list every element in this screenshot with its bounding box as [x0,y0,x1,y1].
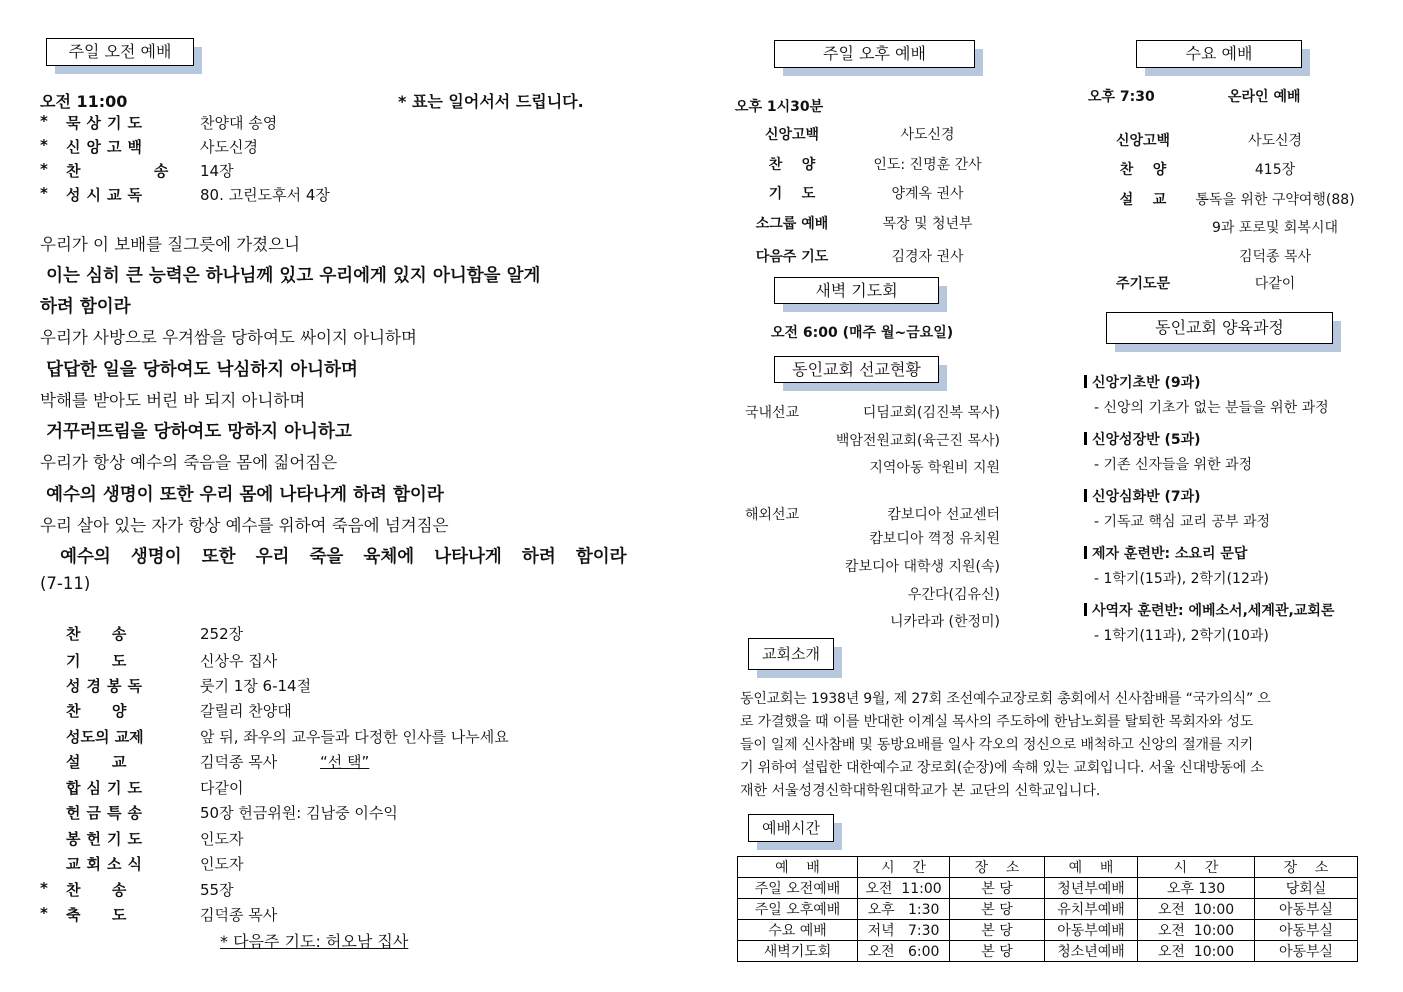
wednesday-value: 다같이 [1254,276,1296,292]
wednesday-mode: 온라인 예배 [1228,89,1301,105]
order-value: 사도신경 [200,138,258,156]
order-label: 찬 송 [66,881,127,899]
schedule-cell: 오전 6:00 [858,941,950,962]
schedule-cell: 당회실 [1255,878,1358,899]
schedule-cell: 청소년예배 [1045,941,1138,962]
sermon-title: “선 택” [320,753,370,771]
schedule-row [738,941,1358,962]
order-label: 축 도 [66,906,127,924]
schedule-cell: 본 당 [950,899,1045,920]
order-label: 신앙고백 [66,138,148,156]
wednesday-value: 415장 [1254,162,1296,178]
order-value: 앞 뒤, 좌우의 교우들과 다정한 인사를 나누세요 [200,728,509,746]
afternoon-value: 인도: 진명훈 간사 [873,157,982,173]
afternoon-value: 김경자 권사 [891,249,964,265]
course-bullet-mark [1084,375,1087,388]
schedule-cell: 본 당 [950,920,1045,941]
schedule-header-row [738,857,1358,878]
dawn-title: 새벽 기도회 [774,277,939,304]
schedule-cell: 아동부실 [1255,899,1358,920]
schedule-cell: 오전 10:00 [1138,941,1255,962]
schedule-cell: 주일 오전예배 [738,878,858,899]
order-value: 김덕종 목사 [200,753,278,771]
order-label: 설 교 [66,753,127,771]
course-name [1084,600,1334,620]
wednesday-time: 오후 7:30 [1088,89,1155,105]
course-bullet-mark [1084,489,1087,502]
wednesday-label: 신앙고백 [1115,133,1171,149]
dawn-time: 오전 6:00 (매주 월~금요일) [771,325,954,341]
afternoon-value: 사도신경 [900,127,955,143]
schedule-cell: 오전 10:00 [1138,899,1255,920]
order-value: 신상우 집사 [200,652,278,670]
afternoon-value: 양계옥 권사 [891,186,964,202]
course-name-text: 제자 훈련반: 소요리 문답 [1092,546,1248,562]
schedule-cell: 오후 1:30 [858,899,950,920]
course-name-text: 사역자 훈련반: 에베소서,세계관,교회론 [1092,603,1335,619]
scripture-line: 예수의 생명이 또한 우리 몸에 나타나게 하려 함이라 [40,485,444,505]
afternoon-label: 기 도 [768,186,816,202]
mission-title: 동인교회 선교현황 [774,356,939,383]
course-name [1084,543,1247,563]
schedule-cell: 아동부실 [1255,920,1358,941]
overseas-mission-item: 우간다(김유신) [907,587,1000,603]
order-value: 80. 고린도후서 4장 [200,186,330,204]
order-star: * [40,112,48,130]
scripture-line: 하려 함이라 [40,297,131,317]
scripture-line: (7-11) [40,574,91,593]
order-label: 기 도 [66,652,127,670]
intro-title: 교회소개 [748,638,834,670]
domestic-mission-label: 국내선교 [745,405,800,421]
wednesday-label: 설 교 [1119,192,1167,208]
order-label: 헌금특송 [66,804,148,822]
schedule-cell: 아동부예배 [1045,920,1138,941]
order-label: 성도의 교제 [66,728,144,746]
intro-line: 기 위하여 설립한 대한예수교 장로회(순장)에 속해 있는 교회입니다. 서울 신대방동에 소 [740,760,1264,776]
scripture-line: 박해를 받아도 버린 바 되지 아니하며 [40,391,306,410]
schedule-cell: 유치부예배 [1045,899,1138,920]
order-star: * [40,904,48,922]
order-value: 김덕종 목사 [200,906,278,924]
scripture-line: 이는 심히 큰 능력은 하나님께 있고 우리에게 있지 아니함을 알게 [40,266,541,286]
order-value: 인도자 [200,830,244,848]
afternoon-title: 주일 오후 예배 [774,40,975,68]
schedule-header-cell: 시 간 [858,857,950,878]
scripture-line: 우리가 이 보배를 질그릇에 가졌으니 [40,235,301,254]
schedule-header-cell: 예 배 [1045,857,1138,878]
overseas-mission-label: 해외선교 [745,507,800,523]
order-label: 성시교독 [66,186,148,204]
order-value: 14장 [200,162,234,180]
order-star: * [40,136,48,154]
overseas-mission-item: 니카라과 (한정미) [889,614,1000,630]
domestic-mission-item: 지역아동 학원비 지원 [869,460,1000,476]
order-label: 봉헌기도 [66,830,148,848]
standing-note: * 표는 일어서서 드립니다. [398,92,584,111]
course-desc: - 기존 신자들을 위한 과정 [1094,457,1253,473]
order-label: 찬 양 [66,702,127,720]
afternoon-label: 신앙고백 [764,127,820,143]
intro-line: 재한 서울성경신학대학원대학교가 본 교단의 신학교입니다. [740,783,1101,799]
course-bullet-mark [1084,432,1087,445]
order-star: * [40,160,48,178]
order-label: 성경봉독 [66,677,148,695]
wednesday-label: 주기도문 [1115,276,1171,292]
schedule-row [738,920,1358,941]
afternoon-value: 목장 및 청년부 [882,216,973,232]
order-value: 인도자 [200,855,244,873]
order-star: * [40,184,48,202]
scripture-line: 거꾸러뜨림을 당하여도 망하지 아니하고 [40,422,352,442]
schedule-cell: 본 당 [950,941,1045,962]
order-label: 합심기도 [66,779,148,797]
wednesday-title: 수요 예배 [1136,40,1302,68]
order-value: 55장 [200,881,234,899]
course-name [1084,486,1201,506]
course-name-text: 신앙심화반 (7과) [1092,489,1201,505]
schedule-header-cell: 장 소 [950,857,1045,878]
schedule-row [738,899,1358,920]
wednesday-label: 찬 양 [1119,162,1167,178]
scripture-line: 우리가 항상 예수의 죽음을 몸에 짊어짐은 [40,453,338,472]
order-value: 50장 헌금위원: 김남중 이수익 [200,804,398,822]
next-week-prayer: * 다음주 기도: 허오남 집사 [220,932,409,951]
schedule-title: 예배시간 [748,814,834,842]
domestic-mission-item: 디딤교회(김진복 목사) [862,405,1000,421]
course-name-text: 신앙성장반 (5과) [1092,432,1201,448]
order-value: 252장 [200,625,244,643]
order-value: 다같이 [200,779,244,797]
morning-title: 주일 오전 예배 [46,38,194,66]
scripture-line: 답답한 일을 당하여도 낙심하지 아니하며 [40,360,358,380]
course-desc: - 1학기(15과), 2학기(12과) [1094,571,1269,587]
scripture-line: 우리가 사방으로 우겨쌈을 당하여도 싸이지 아니하며 [40,328,417,347]
scripture-line: 우리 살아 있는 자가 항상 예수를 위하여 죽음에 넘겨짐은 [40,516,449,535]
course-bullet-mark [1084,603,1087,616]
schedule-cell: 오전 10:00 [1138,920,1255,941]
course-desc: - 신앙의 기초가 없는 분들을 위한 과정 [1094,400,1329,416]
schedule-cell: 수요 예배 [738,920,858,941]
overseas-mission-item: 캄보디아 대학생 지원(속) [844,559,1000,575]
course-desc: - 1학기(11과), 2학기(10과) [1094,628,1269,644]
schedule-header-cell: 장 소 [1255,857,1358,878]
schedule-row [738,878,1358,899]
intro-line: 로 가결했을 때 이를 반대한 이계실 목사의 주도하에 한남노회를 탈퇴한 목회자와 성도 [740,714,1254,730]
order-label: 묵상기도 [66,114,148,132]
afternoon-label: 다음주 기도 [755,249,829,265]
overseas-mission-item: 캄보디아 껵정 유치원 [869,531,1000,547]
schedule-cell: 새벽기도회 [738,941,858,962]
worship-schedule-table [737,856,1358,962]
schedule-cell: 본 당 [950,878,1045,899]
course-name [1084,429,1201,449]
schedule-cell: 저녁 7:30 [858,920,950,941]
order-label: 찬 송 [66,162,175,180]
intro-line: 들이 일제 신사참배 및 동방요배를 일사 각오의 정신으로 배척하고 신앙의 절개를 지키 [740,737,1254,753]
afternoon-label: 찬 양 [768,157,816,173]
order-label: 교회소식 [66,855,148,873]
intro-line: 동인교회는 1938년 9월, 제 27회 조선예수교장로회 총회에서 신사참배를 “국가의식” 으 [740,691,1271,707]
order-label: 찬 송 [66,625,127,643]
course-bullet-mark [1084,546,1087,559]
morning-time: 오전 11:00 [40,92,128,111]
schedule-header-cell: 시 간 [1138,857,1255,878]
wednesday-value: 김덕종 목사 [1238,249,1312,265]
schedule-cell: 오전 11:00 [858,878,950,899]
afternoon-label: 소그룹 예배 [755,216,829,232]
order-value: 갈릴리 찬양대 [200,702,292,720]
wednesday-value: 9과 포로및 회복시대 [1212,220,1338,236]
schedule-cell: 주일 오후예배 [738,899,858,920]
wednesday-value: 사도신경 [1247,133,1303,149]
schedule-header-cell: 예 배 [738,857,858,878]
schedule-cell: 청년부예배 [1045,878,1138,899]
scripture-line: 예수의 생명이 또한 우리 죽을 육체에 나타나게 하려 함이라 [40,547,627,567]
afternoon-time: 오후 1시30분 [735,99,824,115]
schedule-cell: 오후 130 [1138,878,1255,899]
order-value: 찬양대 송영 [200,114,278,132]
course-name-text: 신앙기초반 (9과) [1092,375,1201,391]
course-desc: - 기독교 핵심 교리 공부 과정 [1094,514,1271,530]
order-value: 룻기 1장 6-14절 [200,677,312,695]
domestic-mission-item: 백암전원교회(육근진 목사) [835,433,1000,449]
order-star: * [40,879,48,897]
course-name [1084,372,1201,392]
wednesday-value: 통독을 위한 구약여행(88) [1195,192,1355,208]
schedule-cell: 아동부실 [1255,941,1358,962]
overseas-mission-item: 캄보디아 선교센터 [887,507,1000,523]
education-title: 동인교회 양육과정 [1106,312,1333,344]
